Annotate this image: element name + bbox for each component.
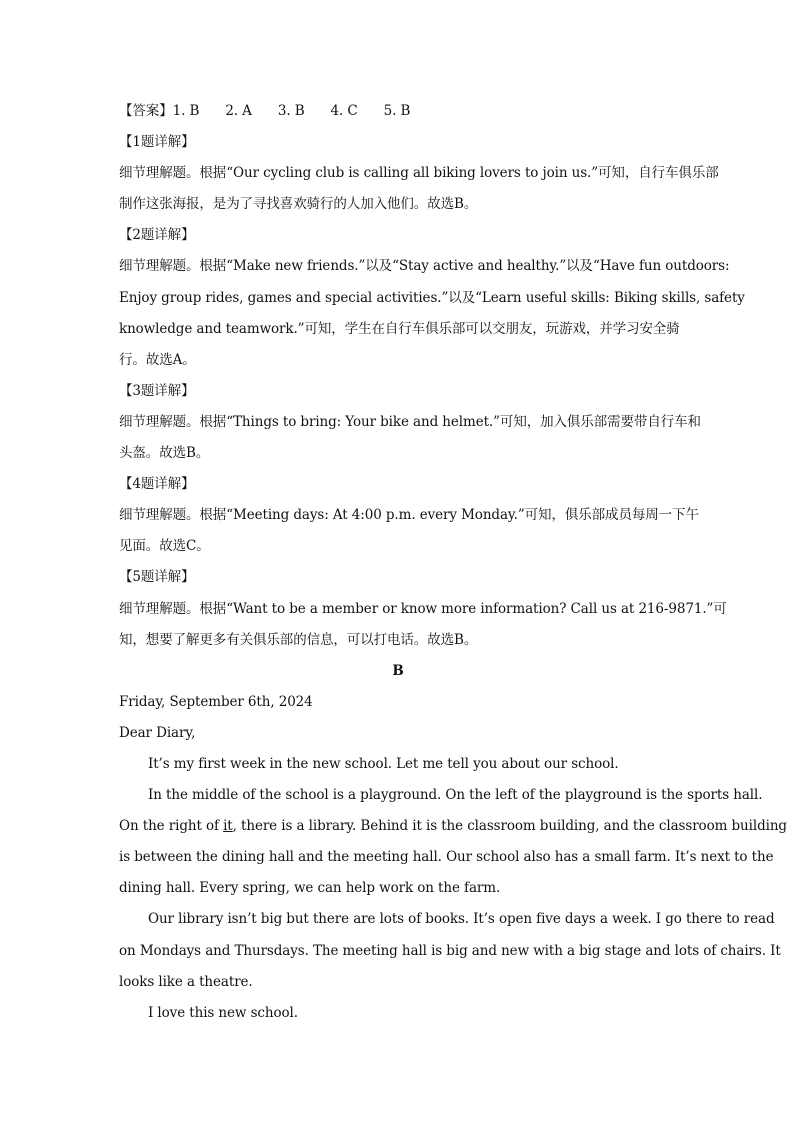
answer-line	[119, 96, 677, 127]
explanation-2-line-4: 行。故选A。	[119, 351, 196, 368]
answer-item-5: 5. B	[383, 103, 411, 119]
explanation-heading-4: 【4题详解】	[119, 476, 195, 493]
diary-paragraph-2-line-1: In the middle of the school is a playground. On the left of the playground is the sports hall.	[148, 787, 763, 804]
explanation-4-line-2: 见面。故选C。	[119, 538, 210, 555]
explanation-heading-2: 【2题详解】	[119, 227, 195, 244]
diary-paragraph-2-line-2-rest: , there is a library. Behind it is the classroom building, and the classroom building	[232, 818, 787, 835]
diary-paragraph-3-line-1: Our library isn’t big but there are lots of books. It’s open five days a week. I go there to read	[148, 911, 775, 928]
explanation-heading-3: 【3题详解】	[119, 382, 195, 399]
diary-paragraph-2-line-2	[119, 811, 787, 842]
explanation-2-line-2: Enjoy group rides, games and special activities.”以及“Learn useful skills: Biking skills, safety	[119, 289, 745, 306]
explanation-2-line-3: knowledge and teamwork.”可知，学生在自行车俱乐部可以交朋友，玩游戏，并学习安全骑	[119, 320, 680, 337]
diary-paragraph-3-line-2: on Mondays and Thursdays. The meeting hall is big and new with a big stage and lots of chairs. It	[119, 942, 781, 959]
explanation-2-line-1: 细节理解题。根据“Make new friends.”以及“Stay active and healthy.”以及“Have fun outdoors:	[119, 258, 730, 275]
diary-paragraph-2-line-4: dining hall. Every spring, we can help work on the farm.	[119, 880, 501, 897]
explanation-5-line-1: 细节理解题。根据“Want to be a member or know more information? Call us at 216-9871.”可	[119, 600, 727, 617]
explanation-5-line-2: 知，想要了解更多有关俱乐部的信息，可以打电话。故选B。	[119, 631, 478, 648]
explanation-1-line-1: 细节理解题。根据“Our cycling club is calling all biking lovers to join us.”可知，自行车俱乐部	[119, 165, 719, 182]
document-page	[119, 96, 787, 1029]
explanation-3-line-1: 细节理解题。根据“Things to bring: Your bike and helmet.”可知，加入俱乐部需要带自行车和	[119, 413, 701, 430]
diary-date: Friday, September 6th, 2024	[119, 693, 313, 710]
explanation-1-line-2: 制作这张海报，是为了寻找喜欢骑行的人加入他们。故选B。	[119, 196, 478, 213]
answer-item-3: 3. B	[277, 103, 305, 119]
answer-label: 【答案】	[119, 103, 173, 119]
answer-item-1: 1. B	[172, 103, 200, 119]
explanation-3-line-2: 头盔。故选B。	[119, 445, 210, 462]
diary-paragraph-1: It’s my first week in the new school. Let me tell you about our school.	[148, 755, 619, 772]
diary-paragraph-3-line-3: looks like a theatre.	[119, 973, 253, 990]
underlined-word: it	[223, 818, 233, 835]
answer-item-2: 2. A	[225, 103, 252, 119]
answer-item-4: 4. C	[330, 103, 358, 119]
diary-paragraph-2-line-3: is between the dining hall and the meeting hall. Our school also has a small farm. It’s next to the	[119, 849, 774, 866]
explanation-4-line-1: 细节理解题。根据“Meeting days: At 4:00 p.m. every Monday.”可知，俱乐部成员每周一下午	[119, 507, 699, 524]
diary-paragraph-2-line-2-start: On the right of	[119, 818, 224, 835]
diary-paragraph-4: I love this new school.	[148, 1004, 298, 1021]
explanation-heading-1: 【1题详解】	[119, 134, 195, 151]
explanation-heading-5: 【5题详解】	[119, 569, 195, 586]
section-b-label: B	[392, 662, 404, 679]
diary-greeting: Dear Diary,	[119, 724, 196, 741]
